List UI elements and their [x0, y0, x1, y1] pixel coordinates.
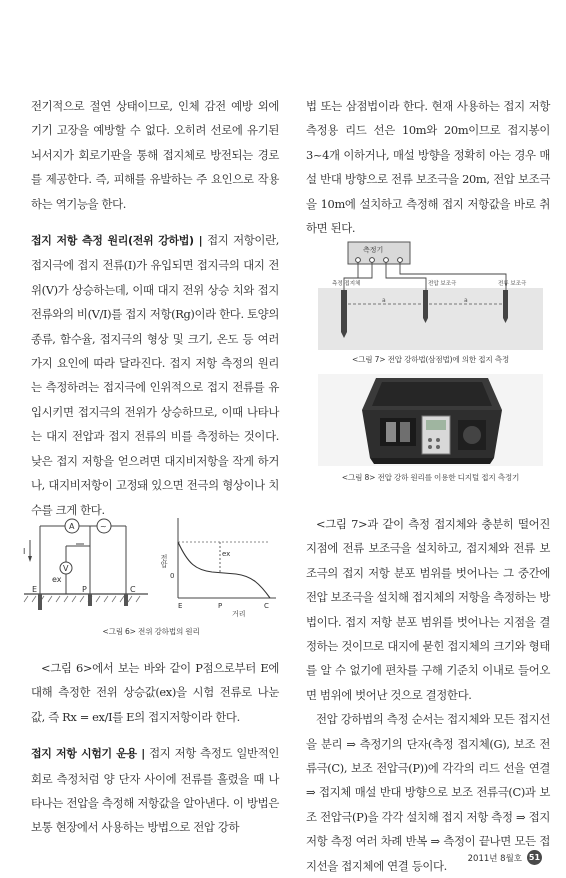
- left-column-bottom: [31, 656, 279, 840]
- section-heading-tester: 접지 저항 시험기 운용 |: [31, 747, 145, 761]
- section-body-tester: 접지 저항 측정도 일반적인 회로 측정처럼 양 단자 사이에 전류를 흘렸을 때 나타나는 전압을 측정해 저항값을 알아낸다. 이 방법은 보통 현장에서 사용하는 방법으로 전압 강하: [31, 746, 279, 835]
- page-number: 51: [527, 850, 542, 865]
- left-section-tester: [31, 741, 279, 840]
- graph-xlabel: 거리: [232, 610, 246, 618]
- figure-7-caption: <그림 7> 전압 강하법(삼점법)에 의한 접지 측정: [351, 355, 510, 364]
- fig6-i-label: I: [23, 547, 26, 556]
- figure-8-caption: <그림 8> 전압 강하 원리를 이용한 디지털 접지 측정기: [341, 473, 520, 482]
- fig6-p-label: P: [82, 585, 87, 594]
- left-section-ground-principle: [31, 228, 279, 522]
- right-paragraph-1: 법 또는 삼점법이라 한다. 현재 사용하는 접지 저항 측정용 리드 선은 10m와 20m이므로 접지봉이 3~4개 이하거나, 매설 방향을 정확히 아는 경우 매설 반대 방향으로 전류 보조극을 20m, 전압 보조극을 10m에 설치하고 측정해 접지 저항값을 바로 취하면 된다.: [306, 99, 550, 236]
- graph-e-label: E: [178, 602, 183, 610]
- figure-6-caption: <그림 6> 전위 강하법의 원리: [102, 627, 200, 636]
- right-paragraph-fig7-ref: <그림 7>과 같이 측정 접지체와 충분히 떨어진 지점에 전류 보조극을 설치하고, 접지체와 전류 보조극의 접지 저항 분포 범위를 벗어나는 그 중간에 전압 보조극을 설치해 접지체의 저항을 측정하는 방법이다. 접지 저항 분포 범위를 벗어나는 지점을 결정하는 것이므로 대지에 묻힌 접지체의 크기와 형태를 알 수 없기에 편차를 구해 기준치 이내로 들어오면 범위에 벗어난 것으로 결정한다.: [306, 517, 550, 702]
- graph-ylabel: 전압: [160, 554, 168, 568]
- fig7-probe-e: 측정 접지체: [332, 281, 361, 287]
- fig6-e-label: E: [32, 585, 38, 594]
- issue-label: 2011년 8월호: [467, 853, 522, 864]
- figure-7: [318, 238, 543, 368]
- right-column-bottom: [306, 512, 550, 878]
- svg-text:~: ~: [100, 522, 107, 531]
- fig6-ex-label: ex: [52, 575, 62, 584]
- graph-zero-label: 0: [170, 572, 175, 580]
- svg-text:V: V: [63, 564, 69, 573]
- graph-p-label: P: [218, 602, 223, 610]
- fig6-c-label: C: [130, 585, 136, 594]
- section-heading-ground-principle: 접지 저항 측정 원리(전위 강하법) |: [31, 234, 203, 248]
- figure-7-three-point-diagram: [318, 238, 543, 350]
- fig7-dim-1: a: [382, 297, 386, 304]
- fig7-dim-2: a: [464, 297, 468, 304]
- figure-6-circuit-diagram: [20, 510, 150, 628]
- fig7-meter-label: 측정기: [363, 246, 384, 254]
- fig7-probe-c: 전류 보조극: [498, 281, 527, 287]
- section-body-ground-principle: 접지 저항이란, 접지극에 접지 전류(I)가 유입되면 접지극의 대지 전위(V)가 상승하는데, 이때 대지 전위 상승 치와 접지 전류와의 비(V/I)를 접지 저항(Rg)이라 한다. 토양의 종류, 함수율, 접지극의 형상 및 크기, 온도 등 여러 가지 요인에 따라 달라진다. 접지 저항 측정의 원리는 측정하려는 접지극에 인위적으로 접지 전류를 유입시키면 접지극의 전위가 상승하므로, 이때 나타나는 대지 전압과 접지 전류의 비를 측정하는 것이다. 낮은 접지 저항을 얻으려면 대지비저항을 작게 하거나, 대지비저항이 고정돼 있으면 전극의 형상이나 치수를 크게 한다.: [31, 233, 280, 517]
- left-paragraph-1: 전기적으로 절연 상태이므로, 인체 감전 예방 외에 기기 고장을 예방할 수 없다. 오히려 선로에 유기된 뇌서지가 회로기판을 통해 접지체로 방전되는 경로를 제공한다. 즉, 피해를 유발하는 주 요인으로 작용하는 역기능을 한다.: [31, 99, 279, 211]
- figure-6: [20, 498, 282, 640]
- svg-text:A: A: [69, 522, 75, 531]
- left-column-top: [31, 94, 279, 522]
- right-paragraph-procedure: 전압 강하법의 측정 순서는 접지체와 모든 접지선을 분리 ⇒ 측정기의 단자(측정 접지체(G), 보조 전류극(C), 보조 전압극(P))에 각각의 리드 선을 연결 ⇒ 접지체 매설 반대 방향으로 보조 전류극(C)과 보조 전압극(P)을 각각 설치해 접지 저항 측정 ⇒ 접지 저항 측정 여러 차례 반복 ⇒ 측정이 끝나면 모든 접지선을 접지체에 연결 등이다.: [306, 712, 550, 873]
- graph-c-label: C: [264, 602, 269, 610]
- figure-6-potential-graph: [160, 512, 280, 622]
- figure-8-tester-photo: [318, 374, 543, 466]
- right-column-top: [306, 94, 550, 240]
- left-paragraph-fig6-ref: <그림 6>에서 보는 바와 같이 P점으로부터 E에 대해 측정한 전위 상승값(ex)을 시험 전류로 나눈 값, 즉 Rx = ex/I를 E의 접지저항이라 한다.: [31, 661, 279, 724]
- fig7-probe-p: 전압 보조극: [428, 281, 457, 287]
- graph-ex-label: ex: [222, 550, 231, 558]
- page-footer: [468, 850, 542, 865]
- figure-8: [318, 374, 543, 484]
